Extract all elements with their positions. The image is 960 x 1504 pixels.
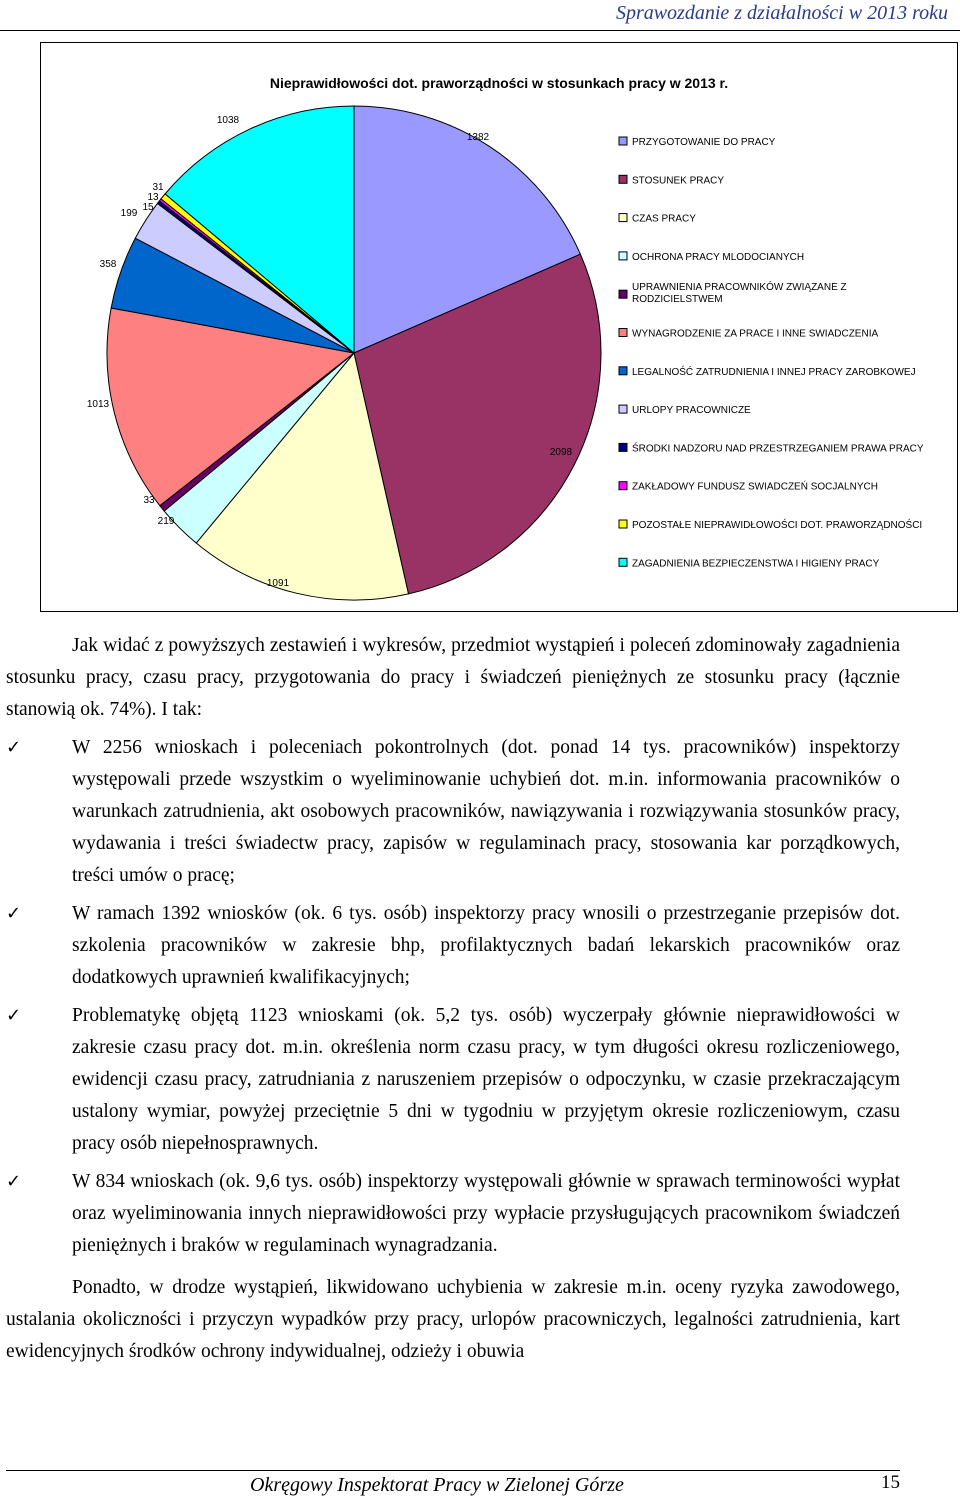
legend-label: LEGALNOŚĆ ZATRUDNIENIA I INNEJ PRACY ZAROBKOWEJ: [632, 366, 916, 378]
slice-value-label: 1091: [266, 578, 290, 589]
page-number: 15: [881, 1472, 900, 1493]
check-icon: ✓: [6, 903, 22, 924]
legend-swatch: [619, 520, 627, 528]
slice-value-label: 33: [143, 495, 155, 506]
legend-swatch: [619, 214, 627, 222]
legend-label: RODZICIELSTWEM: [632, 294, 723, 306]
body-text: [6, 630, 900, 1368]
legend-label: ZAGADNIENIA BEZPIECZENSTWA I HIGIENY PRACY: [632, 558, 880, 570]
legend-label: WYNAGRODZENIE ZA PRACE I INNE SWIADCZENIA: [632, 328, 879, 340]
legend-label: PRZYGOTOWANIE DO PRACY: [632, 137, 776, 148]
legend-swatch: [619, 367, 627, 375]
slice-value-label: 1382: [466, 132, 490, 143]
legend-swatch: [619, 558, 627, 566]
slice-value-label: 358: [99, 259, 117, 270]
check-icon: ✓: [6, 1005, 22, 1026]
slice-value-label: 15: [142, 202, 154, 213]
bullet-text: W ramach 1392 wniosków (ok. 6 tys. osób) inspektorzy pracy wnosili o przestrzeganie przepisów dot. szkolenia pracowników w zakresie bhp, profilaktycznych badań lekarskich pracowników oraz dodatkowych uprawnień kwalifikacyjnych;: [72, 903, 900, 988]
bullet-item: [6, 898, 900, 994]
bullet-item: [6, 732, 900, 892]
slice-value-label: 1013: [86, 399, 110, 410]
legend-label: ŚRODKI NADZORU NAD PRZESTRZEGANIEM PRAWA PRACY: [632, 443, 924, 455]
footer-divider: [6, 1470, 900, 1471]
slice-value-label: 31: [152, 182, 164, 193]
legend-swatch: [619, 405, 627, 413]
legend-swatch: [619, 175, 627, 183]
report-title: Sprawozdanie z działalności w 2013 roku: [615, 2, 948, 24]
chart-canvas: [41, 43, 959, 613]
slice-value-label: 199: [120, 208, 138, 219]
legend-label: OCHRONA PRACY MLODOCIANYCH: [632, 251, 805, 263]
slice-value-label: 2098: [549, 447, 573, 458]
bullet-item: [6, 1166, 900, 1262]
legend-label: URLOPY PRACOWNICZE: [632, 405, 751, 417]
legend-swatch: [619, 482, 627, 490]
legend-label: POZOSTAŁE NIEPRAWIDŁOWOŚCI DOT. PRAWORZĄDNOŚCI: [632, 520, 923, 531]
legend-swatch: [619, 329, 627, 337]
legend-swatch: [619, 137, 627, 145]
slice-value-label: 219: [157, 516, 175, 527]
slice-value-label: 1038: [216, 115, 240, 126]
legend-label: UPRAWNIENIA PRACOWNIKÓW ZWIĄZANE Z: [632, 282, 847, 294]
chart-title: Nieprawidłowości dot. praworządności w stosunkach pracy w 2013 r.: [269, 75, 729, 91]
legend-swatch: [619, 290, 627, 298]
intro-paragraph: Jak widać z powyższych zestawień i wykresów, przedmiot wystąpień i poleceń zdominowały zagadnienia stosunku pracy, czasu pracy, przygotowania do pracy i świadczeń pieniężnych ze stosunku pracy (łącznie stanowią ok. 74%). I tak:: [6, 635, 900, 720]
footer-organization: Okręgowy Inspektorat Pracy w Zielonej Górze: [250, 1474, 624, 1496]
bullet-text: W 2256 wnioskach i poleceniach pokontrolnych (dot. ponad 14 tys. pracowników) inspektorzy występowali przede wszystkim o wyeliminowanie uchybień dot. m.in. informowania pracowników o warunkach zatrudnienia, akt osobowych pracowników, nawiązywania i rozwiązywania stosunków pracy, wydawania i treści świadectw pracy, zapisów w regulaminach pracy, stosowania kar porządkowych, treści umów o pracę;: [72, 737, 900, 886]
legend-swatch: [619, 252, 627, 260]
bullet-item: [6, 1000, 900, 1160]
legend-swatch: [619, 443, 627, 451]
bullet-text: Problematykę objętą 1123 wnioskami (ok. 5,2 tys. osób) wyczerpały głównie nieprawidłowości w zakresie czasu pracy dot. m.in. określenia norm czasu pracy, w tym długości okresu rozliczeniowego, ewidencji czasu pracy, zatrudniania z naruszeniem przepisów o odpoczynku, w czasie przekraczającym ustalony wymiar, powyżej przeciętnie 5 dni w tygodniu w przyjętym okresie rozliczeniowym, czasu pracy osób niepełnosprawnych.: [72, 1005, 900, 1154]
pie-chart: [40, 42, 958, 612]
closing-paragraph: Ponadto, w drodze wystąpień, likwidowano uchybienia w zakresie m.in. oceny ryzyka zawodowego, ustalania okoliczności i przyczyn wypadków przy pracy, urlopów pracowniczych, legalności zatrudnienia, kart ewidencyjnych środków ochrony indywidualnej, odzieży i obuwia: [6, 1277, 900, 1362]
slice-value-label: 13: [147, 192, 159, 203]
page-header: [0, 0, 960, 31]
legend-label: STOSUNEK PRACY: [632, 175, 725, 187]
legend-label: CZAS PRACY: [632, 213, 696, 225]
bullet-text: W 834 wnioskach (ok. 9,6 tys. osób) inspektorzy występowali głównie w sprawach terminowości wypłat oraz wyeliminowania innych nieprawidłowości przy wypłacie przysługujących pracownikom świadczeń pieniężnych i braków w regulaminach wynagradzania.: [72, 1171, 900, 1256]
legend-label: ZAKŁADOWY FUNDUSZ SWIADCZEŃ SOCJALNYCH: [632, 481, 878, 493]
check-icon: ✓: [6, 1171, 22, 1192]
check-icon: ✓: [6, 737, 22, 758]
